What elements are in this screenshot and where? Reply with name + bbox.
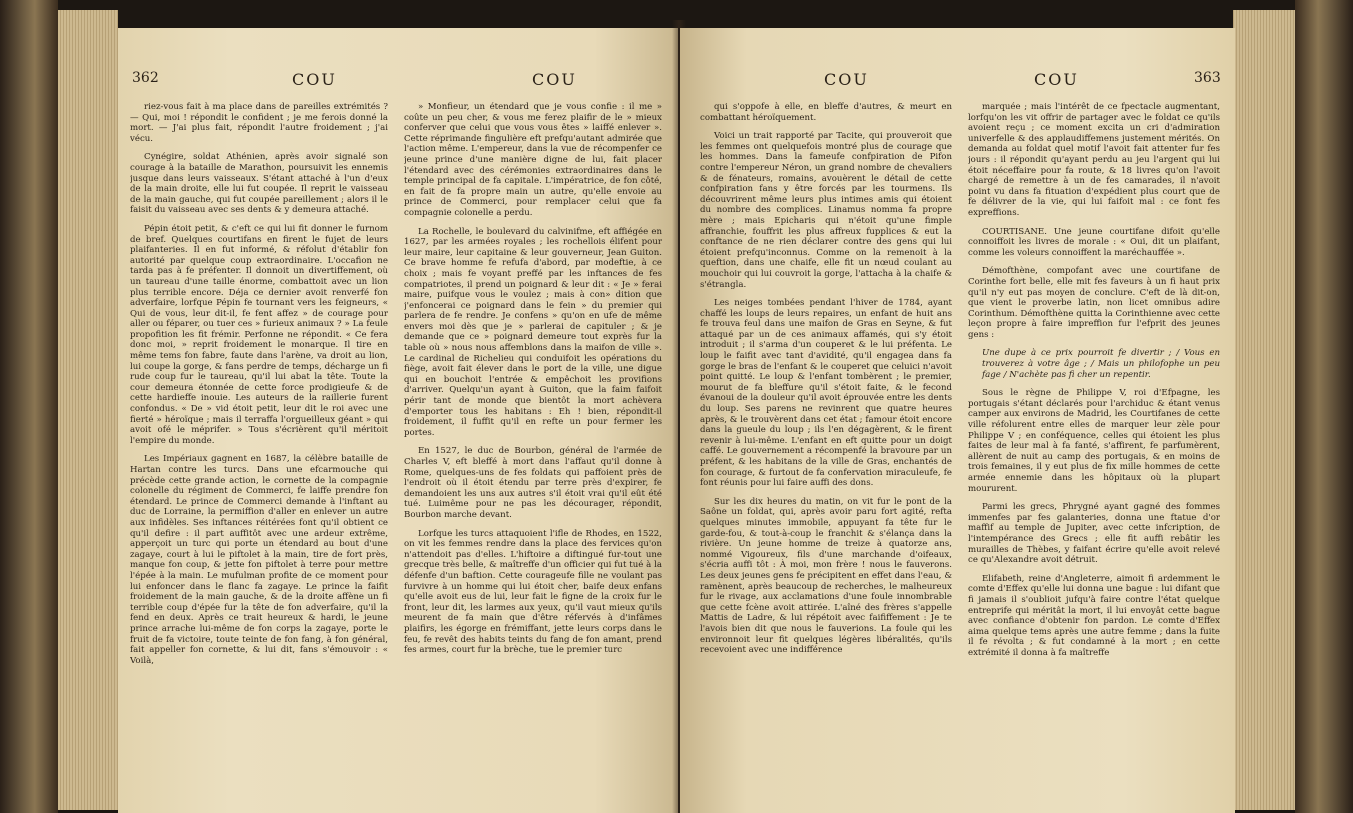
right-running-head (694, 70, 1224, 96)
right-head-1: COU (824, 70, 869, 89)
paragraph: Sur les dix heures du matin, on vit fur le pont de la Saône un foldat, qui, après avoir paru fort agité, refta quelques minutes immobile, appuyant fa tête fur le garde-fou, & tout-à-coup le franchit & s'élança dans la rivière. Un jeune homme de treize à quatorze ans, nommé Vigoureux, fils d'une marchande d'oifeaux, s'écria auffi tôt : À moi, mon frère ! nous le fauverons. Les deux jeunes gens fe précipitent en effet dans l'eau, & ramènent, après beaucoup de recherches, le malheureux fur le rivage, aux acclamations d'une foule innombrable que cette fcène avoit attirée. L'aîné des frères s'appelle Mattis de Ladre, & lui répétoit avec faififfement : Je te l'avois bien dit que nous le fauverions. La foule qui les environnoit leur fit quelques légères libéralités, qu'ils recevoient avec une indifférence (700, 496, 952, 656)
paragraph: La Rochelle, le boulevard du calvinifme, eft affiégée en 1627, par les armées royales ; les rochellois élifent pour leur maire, leur capitaine & leur gouverneur, Jean Guiton. Ce brave homme fe refufa d'abord, par modeftie, à ce choix ; mais fe voyant preffé par les inftances de fes compatriotes, il prend un poignard & leur dit : « Je » ferai maire, puifque vous le voulez ; mais à con» dition que j'enfoncerai ce poignard dans le fein » du premier qui parlera de fe rendre. Je confens » qu'on en ufe de même envers moi dès que je » parlerai de capituler ; & je demande que ce » poignard demeure tout exprès fur la table où » nous nous affemblons dans la maifon de ville ». Le cardinal de Richelieu qui conduifoit les opérations du fiège, avoit fait élever dans le port de la ville, une digue qui en bouchoit l'entrée & empêchoit les provifions d'arriver. Quelqu'un ayant à Guiton, que la faim faifoit périr tant de monde que bientôt la mort achèvera d'emporter tous les habitans : Eh ! bien, répondit-il froidement, il fuffit qu'il en refte un pour fermer les portes. (404, 226, 662, 438)
paragraph: COURTISANE. Une jeune courtifane difoit qu'elle connoiffoit les livres de morale : « Oui, dit un plaifant, comme les voleurs connoiffent la maréchauffée ». (968, 226, 1220, 258)
paragraph: » Monfieur, un étendard que je vous confie : il me » coûte un peu cher, & vous me ferez plaifir de le » mieux conferver que celui que vous vous êtes » laiffé enlever ». Cette réprimande fingulière eft prefqu'autant admirée que l'action même. L'empereur, dans la vue de récompenfer ce jeune prince d'une manière digne de lui, fait placer l'étendard avec des cérémonies extraordinaires dans le temple principal de fa capitale. L'impératrice, de fon côté, en fait de fa propre main un autre, qu'elle envoie au prince de Commerci, pour remplacer celui que fa compagnie colonelle a perdu. (404, 102, 662, 218)
page-edges-left (58, 10, 118, 810)
book-cover-right (1295, 0, 1353, 813)
right-column-2 (968, 102, 1220, 802)
left-running-head (132, 70, 662, 96)
right-column-1 (700, 102, 952, 802)
paragraph: Pépin étoit petit, & c'eft ce qui lui fit donner le furnom de bref. Quelques courtifans en firent le fujet de leurs plaifanteries. Il en fut informé, & réfolut d'établir fon autorité par quelque coup extraordinaire. L'occafion ne tarda pas à fe préfenter. Il donnoit un divertiffement, où un taureau d'une taille énorme, combattoit avec un lion plus terrible encore. Déja ce dernier avoit renverfé fon adverfaire, lorfque Pépin fe tournant vers les feigneurs, « Qui de vous, leur dit-il, fe fent affez » de courage pour aller ou féparer, ou tuer ces » furieux animaux ? » La feule propofition les fit frémir. Perfonne ne répondit. « Ce fera donc moi, » reprit froidement le monarque. Il tire en même tems fon fabre, faute dans l'arène, va droit au lion, lui coupe la gorge, & fans perdre de temps, décharge un fi rude coup fur le taureau, qu'il lui abat la tête. Toute la cour demeura étonnée de cette force prodigieufe & de cette hardieffe inouie. Les auteurs de la raillerie furent confondus. « De » vid étoit petit, leur dit le roi avec une fierté » héroïque ; mais il terraffa l'orgueilleux géant » qui avoit ofé le méprifer. » Tous s'écrièrent qu'il méritoit l'empire du monde. (130, 223, 388, 446)
paragraph: qui s'oppofe à elle, en bleffe d'autres, & meurt en combattant héroïquement. (700, 102, 952, 123)
paragraph: Une dupe à ce prix pourroit fe divertir ; / Vous en trouverez à votre âge ; / Mais un philofophe un peu fage / N'achète pas fi cher un repentir. (982, 348, 1220, 380)
right-head-2: COU (1034, 70, 1079, 89)
paragraph: En 1527, le duc de Bourbon, général de l'armée de Charles V, eft bleffé à mort dans l'affaut qu'il donne à Rome, quelques-uns de fes foldats qui paffoient près de l'endroit où il étoit étendu par terre près d'expirer, fe demandoient les uns aux autres s'il étoit vrai qu'il eût été tué. Luimême pour ne pas les décourager, répondit, Bourbon marche devant. (404, 446, 662, 520)
left-page-number: 362 (132, 70, 159, 86)
page-edges-right (1233, 10, 1295, 810)
paragraph: Lorfque les turcs attaquoient l'ifle de Rhodes, en 1522, on vit les femmes rendre dans la place des fervices qu'on n'attendoit pas d'elles. L'hiftoire a diftingué fur-tout une grecque très belle, & maîtreffe d'un officier qui fut tué à la défenfe d'un baftion. Cette courageufe fille ne voulant pas furvivre à un homme qui lui étoit cher, baife deux enfans qu'elle avoit eus de lui, leur fait le figne de la croix fur le front, leur dit, les larmes aux yeux, qu'il vaut mieux qu'ils meurent de fa main que d'être réfervés à d'infâmes plaifirs, les égorge en frémiffant, jette leurs corps dans le feu, fe revêt des habits teints du fang de fon amant, prend fes armes, court fur la brèche, tue le premier turc (404, 528, 662, 656)
paragraph: Démofthène, compofant avec une courtifane de Corinthe fort belle, elle mit fes faveurs à un fi haut prix qu'il n'y eut pas moyen de conclure. C'eft de là dit-on, que vient le proverbe latin, non licet omnibus adire Corinthum. Démofthène quitta la Corinthienne avec cette leçon propre à faire impreffion fur l'efprit des jeunes gens : (968, 266, 1220, 340)
paragraph: Les Impériaux gagnent en 1687, la célèbre bataille de Hartan contre les turcs. Dans une efcarmouche qui précède cette grande action, le cornette de la compagnie colonelle du régiment de Commerci, fe laiffe prendre fon étendard. Le prince de Commerci demande à l'inftant au duc de Lorraine, la permiffion d'aller en enlever un autre aux infidèles. Ses inftances réitérées font qu'il obtient ce qu'il defire : il part auffitôt avec une ardeur extrême, apperçoit un turc qui porte un étendard au bout d'une zagaye, court à lui le piftolet à la main, tire de fort près, manque fon coup, & jette fon piftolet à terre pour mettre l'épée à la main. Le mufulman profite de ce moment pour lui enfoncer dans le flanc fa zagaye. Le prince la faifit froidement de la main gauche, & de la droite affène un fi terrible coup d'épée fur la tête de fon adverfaire, qu'il la fend en deux. Après ce trait heureux & hardi, le jeune prince arrache lui-même de fon corps la zagaye, porte le fruit de fa victoire, toute teinte de fon fang, à fon général, fait appeller fon cornette, & lui dit, fans s'émouvoir : « Voilà, (130, 454, 388, 666)
book-cover-left (0, 0, 58, 813)
left-column-2 (404, 102, 662, 802)
left-page (118, 28, 678, 813)
paragraph: Parmi les grecs, Phrygné ayant gagné des fommes immenfes par fes galanteries, donna une ftatue d'or maffif au temple de Jupiter, avec cette infcription, de l'intempérance des Grecs ; elle fit auffi rebâtir les murailles de Thèbes, y faifant écrire qu'elle avoit relevé ce qu'Alexandre avoit détruit. (968, 502, 1220, 566)
paragraph: riez-vous fait à ma place dans de pareilles extrémités ? — Qui, moi ! répondit le confident ; je me ferois donné la mort. — J'ai plus fait, répondit l'autre froidement ; j'ai vécu. (130, 102, 388, 144)
paragraph: Cynégire, soldat Athénien, après avoir signalé son courage à la bataille de Marathon, poursuivit les ennemis jusque dans leurs vaisseaux. S'étant attaché à l'un d'eux de la main droite, elle lui fut coupée. Il reprit le vaisseau de la main gauche, qui fut coupée pareillement ; alors il le faisit du vaisseau avec ses dents & y demeura attaché. (130, 152, 388, 216)
left-head-2: COU (532, 70, 577, 89)
left-head-1: COU (292, 70, 337, 89)
paragraph: Sous le règne de Philippe V, roi d'Efpagne, les portugais s'étant déclarés pour l'archiduc & étant venus camper aux environs de Madrid, les Courtifanes de cette ville réfolurent entre elles de marquer leur zèle pour Philippe V ; en conféquence, celles qui étoient les plus faites de leur mal à fa fanté, s'affirent, fe parfumèrent, allèrent de nuit au camp des portugais, & en moins de trois femaines, il y eut plus de fix mille hommes de cette armée ennemie dans les hôpitaux où la plupart moururent. (968, 388, 1220, 494)
right-page-number: 363 (1194, 70, 1221, 86)
paragraph: Elifabeth, reine d'Angleterre, aimoit fi ardemment le comte d'Effex qu'elle lui donna une bague : lui difant que fi jamais il s'oublioit jufqu'à faire contre l'état quelque entreprife qui méritât la mort, il lui envoyât cette bague avec confiance d'obtenir fon pardon. Le comte d'Effex aima quelque tems après une autre femme ; dans la fuite il fe révolta ; & fut condamné à la mort ; en cette extrémité il donna à fa maîtreffe (968, 573, 1220, 658)
right-page (680, 28, 1235, 813)
left-column-1 (130, 102, 388, 802)
paragraph: marquée ; mais l'intérêt de ce fpectacle augmentant, lorfqu'on les vit offrir de partager avec le foldat ce qu'ils avoient reçu ; ce moment excita un cri d'admiration univerfelle & des applaudiffemens justement mérités. On demanda au foldat quel motif l'avoit fait attenter fur fes jours : il répondit qu'ayant perdu au jeu l'argent qui lui étoit néceffaire pour fa route, & 18 livres qu'on l'avoit chargé de remettre à un de fes camarades, il n'avoit point vu dans fa fituation d'expédient plus court que de fe délivrer de la vie, qui lui faifoit mal : ce font fes expreffions. (968, 102, 1220, 218)
paragraph: Voici un trait rapporté par Tacite, qui prouveroit que les femmes ont quelquefois montré plus de courage que les hommes. Dans la fameufe confpiration de Pifon contre l'empereur Néron, un grand nombre de chevaliers & de fénateurs, romains, avouèrent le détail de cette confpiration fans y être forcés par les tourmens. Ils découvrirent même leurs plus intimes amis qui étoient du nombre des complices. Linamus nomma fa propre mère ; mais Epicharis qui n'étoit qu'une fimple affranchie, fouffrit les plus affreux fupplices & eut la conftance de ne rien déclarer contre des gens qui lui étoient prefqu'inconnus. Comme on la remenoit à la queftion, dans une chaife, elle fit un nœud coulant au mouchoir qui lui couvroit la gorge, l'attacha à la chaife & s'étrangla. (700, 131, 952, 290)
paragraph: Les neiges tombées pendant l'hiver de 1784, ayant chaffé les loups de leurs repaires, un enfant de huit ans fe trouva feul dans une maifon de Gras en Seyne, & fut attaqué par un de ces animaux affamés, qui s'y étoit introduit ; il s'arma d'un couperet & le lui préfenta. Le loup le faifit avec tant d'avidité, qu'il engagea dans fa gorge le bras de l'enfant & le couperet que celuici n'avoit point quitté. Le loup & l'enfant tombèrent ; le premier, mourut de fa bleffure qu'il s'étoit faite, & le fecond évanoui de la douleur qu'il avoit éprouvée entre les dents du loup. Ses parens ne revinrent que quatre heures après, & le trouvèrent dans cet état ; famour étoit encore dans la gueule du loup ; ils l'en dégagèrent, & le firent revenir à lui-même. L'enfant en eft quitte pour un doigt caffé. Le gouvernement a récompenfé la bravoure par un préfent, & les habitans de la ville de Gras, enchantés de fon courage, & furtout de fa confervation miraculeufe, fe font réunis pour lui faire auffi des dons. (700, 298, 952, 489)
